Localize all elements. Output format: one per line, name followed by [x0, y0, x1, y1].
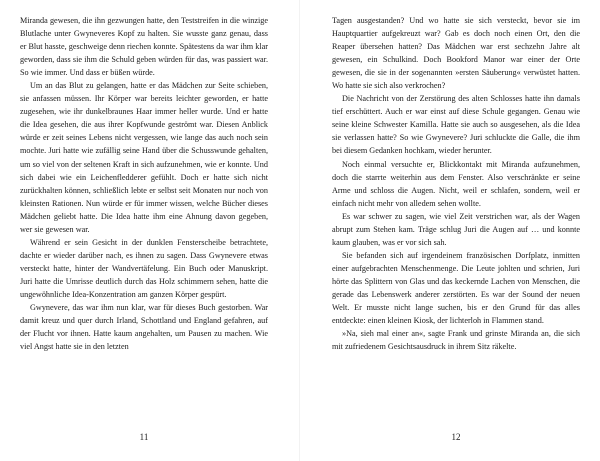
page-number: 12 — [451, 432, 461, 442]
page-gutter — [299, 0, 300, 461]
paragraph: Es war schwer zu sagen, wie viel Zeit verstrichen war, als der Wagen abrupt zum Stehen kam. Träge schlug Juri die Augen auf … und konnte kaum glauben, was er vor sich sah. — [332, 211, 580, 247]
paragraph: Miranda gewesen, die ihn gezwungen hatte, den Teststreifen in die winzige Blutlache unter Gwyneveres Kopf zu halten. Sie wusste ganz genau, dass er Blut hasste, geschweige denn riechen konnte. Spätestens da war ihm klar geworden, dass sie ihm die Schuld geben würden für das, was passiert war. So wie immer. Und dass er büßen würde. — [20, 16, 268, 78]
paragraph: Während er sein Gesicht in der dunklen Fensterscheibe betrachtete, dachte er wieder darüber nach, es ihnen zu sagen. Dass Gwynevere etwas versteckt hatte, hinter der Wandvertäfelung. Ein Buch oder Manuskript. Juri hatte die Umrisse deutlich durch das Holz schimmern sehen, hatte die ungewöhnliche Idea-Konzentration am ganzen Körper gespürt. — [20, 237, 268, 299]
left-page — [20, 14, 268, 454]
right-page-text — [332, 14, 580, 353]
paragraph: Um an das Blut zu gelangen, hatte er das Mädchen zur Seite schieben, sie anfassen müssen. Ihr Körper war bereits leichter geworden, er hatte zugesehen, wie ihr dunkelbraunes Haar immer heller wurde. Und er hatte die Idea gesehen, die aus ihrer Kopfwunde geströmt war. Diesen Anblick würde er zeit seines Lebens nicht vergessen, wie lange das auch noch sein mochte. Juri hatte wie zufällig seine Hand über die Schusswunde gehalten, um so viel von der seltenen Kraft in sich aufzunehmen, wie er konnte. Und sich dabei wie ein Leichenfledderer gefühlt. Doch er hatte sich nicht zurückhalten können, schließlich lebte er selbst seit Monaten nur noch von kleinsten Rationen. Nun würde er für immer wissen, welche Bücher dieses Mädchen geliebt hatte. Die Idea hatte ihm eine Ahnung davon gegeben, wer sie gewesen war. — [20, 81, 268, 234]
left-page-text — [20, 14, 268, 353]
paragraph: Sie befanden sich auf irgendeinem französischen Dorfplatz, inmitten einer aufgebrachten Menschenmenge. Die Leute johlten und schrien, Juri hörte das Splittern von Glas und das keckernde Lachen von Menschen, die gerade das Lebenswerk anderer zerstörten. Es war der Sound der neuen Welt. Er musste nicht lange suchen, bis er den Grund für das alles entdeckte: einen kleinen Kiosk, der lichterloh in Flammen stand. — [332, 250, 580, 326]
right-page — [332, 14, 580, 454]
paragraph: »Na, sieh mal einer an«, sagte Frank und grinste Miranda an, die sich mit zufriedenem Gesichtsausdruck in ihrem Sitz räkelte. — [332, 329, 580, 352]
paragraph: Noch einmal versuchte er, Blickkontakt mit Miranda aufzunehmen, doch die starrte weiterhin aus dem Fenster. Also verschränkte er seine Arme und schloss die Augen. Nicht, weil er schlafen, sondern, weil er einfach nicht mehr von alledem sehen wollte. — [332, 159, 580, 208]
paragraph: Tagen ausgestanden? Und wo hatte sie sich versteckt, bevor sie im Hauptquartier aufgekreuzt war? Gab es doch noch einen Ort, den die Reaper übersehen hatten? Das Mädchen war erst sechzehn Jahre alt gewesen, ein Schulkind. Doch Bookford Manor war einer der Orte gewesen, die sie in der sogenannten »ersten Säuberung« verwüstet hatten. Wo hatte sie sich also verkrochen? — [332, 16, 580, 91]
paragraph: Die Nachricht von der Zerstörung des alten Schlosses hatte ihn damals tief erschüttert. Auch er war einst auf diese Schule gegangen. Genau wie seine kleine Schwester Kamilla. Hatte sie auch so ausgesehen, als die Idea sie verlassen hatte? So wie Gwynevere? Juri schluckte die Galle, die ihm bei diesem Gedanken hochkam, wieder herunter. — [332, 94, 580, 156]
page-number: 11 — [139, 432, 149, 442]
paragraph: Gwynevere, das war ihm nun klar, war für dieses Buch gestorben. War damit kreuz und quer durch Irland, Schottland und England gefahren, auf der Flucht vor ihnen. Hatte kaum angehalten, um Pausen zu machen. Wie viel Angst hatte sie in den letzten — [20, 303, 268, 352]
